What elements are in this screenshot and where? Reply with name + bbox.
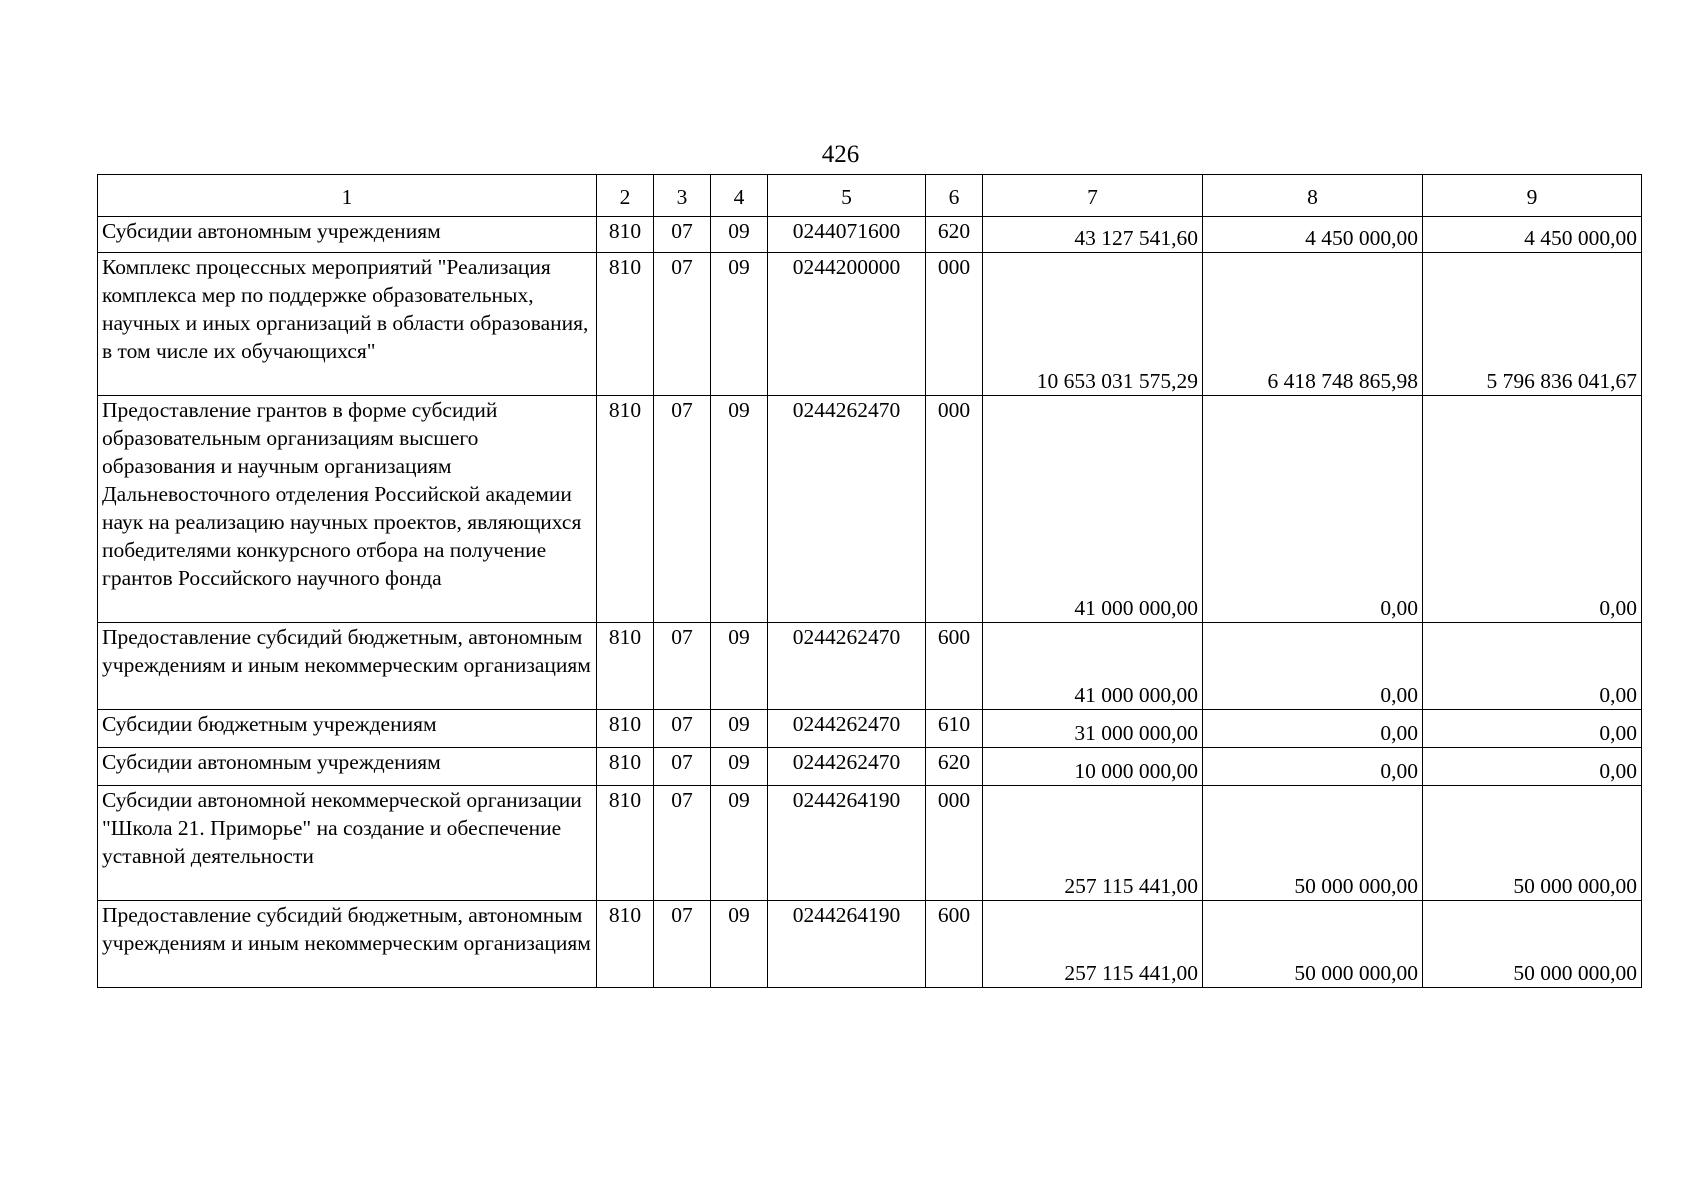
table-row — [98, 623, 1642, 710]
subsection-code: 09 — [711, 710, 768, 748]
ministry-code: 810 — [597, 217, 654, 253]
target-article-code: 0244264190 — [768, 901, 926, 988]
target-article-code: 0244262470 — [768, 748, 926, 786]
amount-col-7: 41 000 000,00 — [983, 396, 1203, 623]
amount-col-8: 50 000 000,00 — [1203, 901, 1423, 988]
amount-col-9: 0,00 — [1423, 396, 1642, 623]
amount-col-8: 0,00 — [1203, 710, 1423, 748]
ministry-code: 810 — [597, 901, 654, 988]
row-name: Предоставление грантов в форме субсидий образовательным организациям высшего образования и научным организациям Дальневосточного отделения Российской академии наук на реализацию научных проектов, являющихся победителями конкурсного отбора на получение грантов Российского научного фонда — [98, 396, 597, 623]
amount-col-7: 41 000 000,00 — [983, 623, 1203, 710]
row-name: Комплекс процессных мероприятий "Реализация комплекса мер по поддержке образовательных, научных и иных организаций в области образования, в том числе их обучающихся" — [98, 253, 597, 396]
header-col-2: 2 — [597, 175, 654, 217]
expense-type-code: 620 — [926, 748, 983, 786]
amount-col-7: 10 000 000,00 — [983, 748, 1203, 786]
subsection-code: 09 — [711, 396, 768, 623]
ministry-code: 810 — [597, 786, 654, 901]
amount-col-7: 10 653 031 575,29 — [983, 253, 1203, 396]
section-code: 07 — [654, 623, 711, 710]
header-col-1: 1 — [98, 175, 597, 217]
ministry-code: 810 — [597, 710, 654, 748]
table-row — [98, 253, 1642, 396]
expense-type-code: 000 — [926, 786, 983, 901]
expense-type-code: 610 — [926, 710, 983, 748]
subsection-code: 09 — [711, 253, 768, 396]
expense-type-code: 600 — [926, 623, 983, 710]
expense-type-code: 000 — [926, 396, 983, 623]
subsection-code: 09 — [711, 623, 768, 710]
target-article-code: 0244262470 — [768, 396, 926, 623]
ministry-code: 810 — [597, 396, 654, 623]
page-number: 426 — [821, 141, 860, 168]
amount-col-9: 0,00 — [1423, 748, 1642, 786]
amount-col-9: 50 000 000,00 — [1423, 901, 1642, 988]
table-row — [98, 901, 1642, 988]
subsection-code: 09 — [711, 786, 768, 901]
amount-col-8: 6 418 748 865,98 — [1203, 253, 1423, 396]
target-article-code: 0244264190 — [768, 786, 926, 901]
table-row — [98, 748, 1642, 786]
row-name: Субсидии автономной некоммерческой организации "Школа 21. Приморье" на создание и обеспечение уставной деятельности — [98, 786, 597, 901]
target-article-code: 0244262470 — [768, 710, 926, 748]
section-code: 07 — [654, 786, 711, 901]
amount-col-7: 257 115 441,00 — [983, 786, 1203, 901]
header-col-7: 7 — [983, 175, 1203, 217]
header-col-5: 5 — [768, 175, 926, 217]
section-code: 07 — [654, 217, 711, 253]
expense-type-code: 000 — [926, 253, 983, 396]
table-row — [98, 786, 1642, 901]
row-name: Субсидии автономным учреждениям — [98, 748, 597, 786]
amount-col-8: 4 450 000,00 — [1203, 217, 1423, 253]
amount-col-9: 0,00 — [1423, 710, 1642, 748]
amount-col-8: 0,00 — [1203, 748, 1423, 786]
target-article-code: 0244262470 — [768, 623, 926, 710]
subsection-code: 09 — [711, 217, 768, 253]
target-article-code: 0244200000 — [768, 253, 926, 396]
amount-col-8: 50 000 000,00 — [1203, 786, 1423, 901]
header-row — [98, 175, 1642, 217]
subsection-code: 09 — [711, 901, 768, 988]
amount-col-9: 5 796 836 041,67 — [1423, 253, 1642, 396]
budget-table — [97, 174, 1642, 988]
expense-type-code: 620 — [926, 217, 983, 253]
row-name: Предоставление субсидий бюджетным, автономным учреждениям и иным некоммерческим организациям — [98, 901, 597, 988]
amount-col-7: 257 115 441,00 — [983, 901, 1203, 988]
amount-col-7: 43 127 541,60 — [983, 217, 1203, 253]
row-name: Субсидии бюджетным учреждениям — [98, 710, 597, 748]
amount-col-9: 50 000 000,00 — [1423, 786, 1642, 901]
header-col-3: 3 — [654, 175, 711, 217]
section-code: 07 — [654, 253, 711, 396]
ministry-code: 810 — [597, 253, 654, 396]
amount-col-8: 0,00 — [1203, 623, 1423, 710]
section-code: 07 — [654, 748, 711, 786]
header-col-6: 6 — [926, 175, 983, 217]
row-name: Предоставление субсидий бюджетным, автономным учреждениям и иным некоммерческим организациям — [98, 623, 597, 710]
section-code: 07 — [654, 901, 711, 988]
target-article-code: 0244071600 — [768, 217, 926, 253]
table-row — [98, 396, 1642, 623]
header-col-4: 4 — [711, 175, 768, 217]
amount-col-7: 31 000 000,00 — [983, 710, 1203, 748]
amount-col-9: 0,00 — [1423, 623, 1642, 710]
subsection-code: 09 — [711, 748, 768, 786]
header-col-8: 8 — [1203, 175, 1423, 217]
section-code: 07 — [654, 396, 711, 623]
amount-col-8: 0,00 — [1203, 396, 1423, 623]
row-name: Субсидии автономным учреждениям — [98, 217, 597, 253]
header-col-9: 9 — [1423, 175, 1642, 217]
amount-col-9: 4 450 000,00 — [1423, 217, 1642, 253]
expense-type-code: 600 — [926, 901, 983, 988]
table-row — [98, 710, 1642, 748]
ministry-code: 810 — [597, 748, 654, 786]
section-code: 07 — [654, 710, 711, 748]
table-row — [98, 217, 1642, 253]
ministry-code: 810 — [597, 623, 654, 710]
